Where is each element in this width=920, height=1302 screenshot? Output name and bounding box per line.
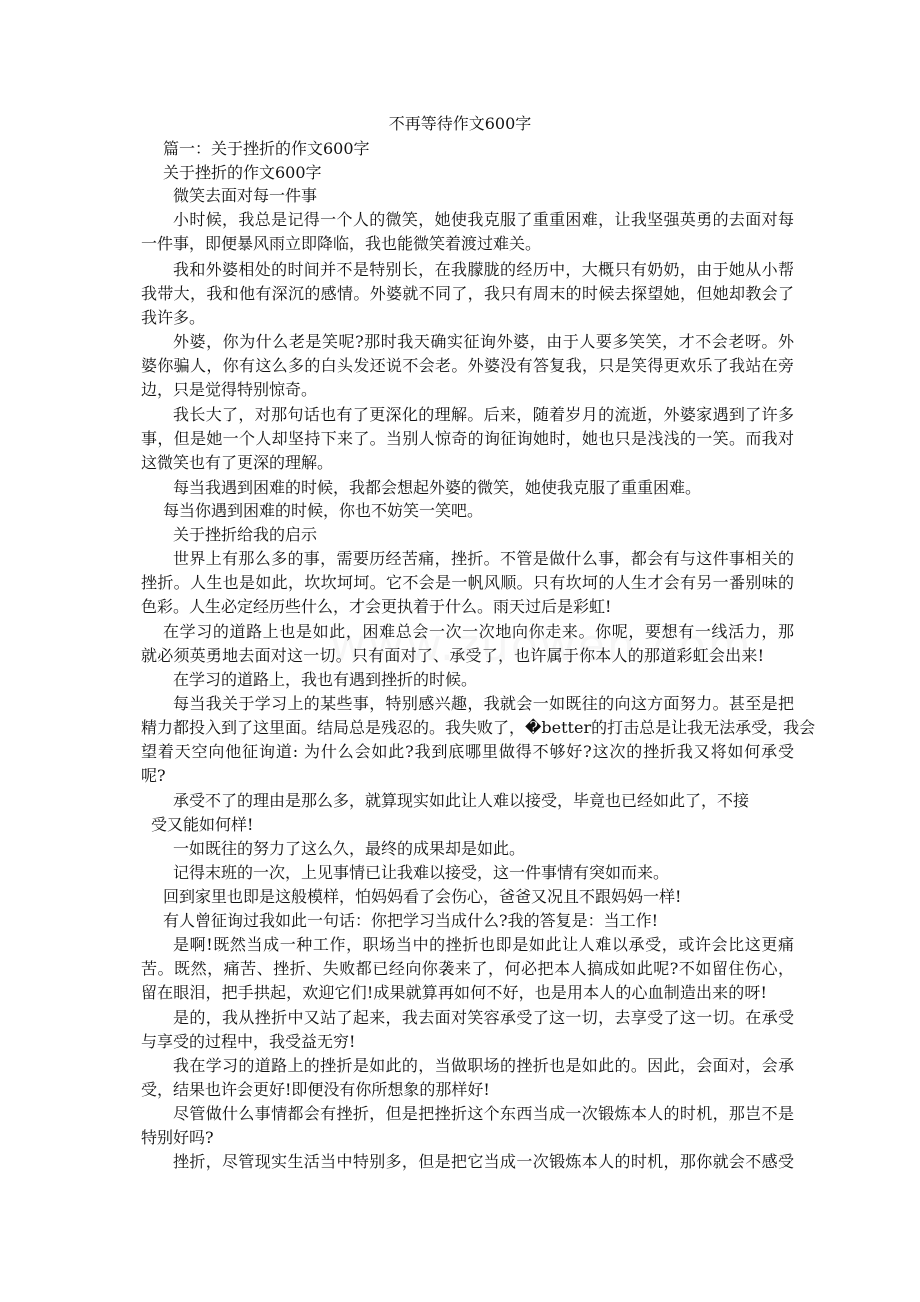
paragraph-line: 边，只是觉得特别惊奇。 <box>141 380 318 399</box>
paragraph-line: 我和外婆相处的时间并不是特别长，在我朦胧的经历中，大概只有奶奶，由于她从小帮 <box>173 260 794 279</box>
paragraph-line: 我许多。 <box>141 308 206 327</box>
paragraph-line: 特别好吗? <box>141 1128 214 1147</box>
subheading: 关于挫折给我的启示 <box>173 525 318 544</box>
paragraph-line: 事，但是她一个人却坚持下来了。当别人惊奇的询征询她时，她也只是浅浅的一笑。而我对 <box>141 429 794 448</box>
paragraph-line: 一如既往的努力了这么久，最终的成果却是如此。 <box>173 839 526 858</box>
subheading: 关于挫折的作文600字 <box>163 163 322 182</box>
paragraph-line: 受又能如何样! <box>151 815 254 834</box>
paragraph-line: 外婆，你为什么老是笑呢?那时我天确实征询外婆，由于人要多笑笑，才不会老呀。外 <box>173 332 794 351</box>
subheading: 微笑去面对每一件事 <box>173 186 318 205</box>
paragraph-line: 呢? <box>141 766 166 785</box>
paragraph-line: 在学习的道路上，我也有遇到挫折的时候。 <box>173 670 478 689</box>
paragraph-line: 精力都投入到了这里面。结局总是残忍的。我失败了，�better的打击总是让我无法承受，我会 <box>141 718 816 737</box>
paragraph-line: 每当我遇到困难的时候，我都会想起外婆的微笑，她使我克服了重重困难。 <box>173 478 702 497</box>
paragraph-line: 有人曾征询过我如此一句话：你把学习当成什么?我的答复是：当工作! <box>163 911 659 930</box>
paragraph-line: 回到家里也即是这般模样，怕妈妈看了会伤心，爸爸又况且不跟妈妈一样! <box>163 887 682 906</box>
paragraph-line: 在学习的道路上也是如此，困难总会一次一次地向你走来。你呢，要想有一线活力，那 <box>163 622 794 641</box>
paragraph-line: 望着天空向他征询道: 为什么会如此?我到底哪里做得不够好?这次的挫折我又将如何承受 <box>141 742 794 761</box>
paragraph-line: 一件事，即便暴风雨立即降临，我也能微笑着渡过难关。 <box>141 234 542 253</box>
paragraph-line: 每当我关于学习上的某些事，特别感兴趣，我就会一如既往的向这方面努力。甚至是把 <box>173 694 794 713</box>
paragraph-line: 与享受的过程中，我受益无穷! <box>141 1032 356 1051</box>
paragraph-line: 我长大了，对那句话也有了更深化的理解。后来，随着岁月的流逝，外婆家遇到了许多 <box>173 405 794 424</box>
paragraph-line: 婆你骗人，你有这么多的白头发还说不会老。外婆没有答复我，只是笑得更欢乐了我站在旁 <box>141 356 794 375</box>
paragraph-line: 是啊!既然当成一种工作，职场当中的挫折也即是如此让人难以承受，或许会比这更痛 <box>173 935 794 954</box>
paragraph-line: 挫折。人生也是如此，坎坎坷坷。它不会是一帆风顺。只有坎坷的人生才会有另一番别味的 <box>141 573 794 592</box>
paragraph-line: 受，结果也许会更好!即便没有你所想象的那样好! <box>141 1080 490 1099</box>
paragraph-line: 这微笑也有了更深的理解。 <box>141 453 334 472</box>
paragraph-line: 我在学习的道路上的挫折是如此的，当做职场的挫折也是如此的。因此，会面对，会承 <box>173 1056 794 1075</box>
paragraph-line: 小时候，我总是记得一个人的微笑，她使我克服了重重困难，让我坚强英勇的去面对每 <box>173 210 794 229</box>
paragraph-line: 挫折，尽管现实生活当中特别多，但是把它当成一次锻炼本人的时机，那你就会不感受 <box>173 1152 794 1171</box>
paragraph-line: 每当你遇到困难的时候，你也不妨笑一笑吧。 <box>163 501 484 520</box>
section-heading: 篇一：关于挫折的作文600字 <box>163 139 370 158</box>
paragraph-line: 苦。既然，痛苦、挫折、失败都已经向你袭来了，何必把本人搞成如此呢?不如留住伤心， <box>141 959 794 978</box>
paragraph-line: 承受不了的理由是那么多，就算现实如此让人难以接受，毕竟也已经如此了，不接 <box>173 791 750 810</box>
paragraph-line: 世界上有那么多的事，需要历经苦痛，挫折。不管是做什么事，都会有与这件事相关的 <box>173 549 794 568</box>
paragraph-line: 我带大，我和他有深沉的感情。外婆就不同了，我只有周末的时候去探望她，但她却教会了 <box>141 284 794 303</box>
paragraph-line: 记得末班的一次，上见事情已让我难以接受，这一件事情有突如而来。 <box>173 863 670 882</box>
paragraph-line: 是的，我从挫折中又站了起来，我去面对笑容承受了这一切，去享受了这一切。在承受 <box>173 1008 794 1027</box>
paragraph-line: 色彩。人生必定经历些什么，才会更执着于什么。雨天过后是彩虹! <box>141 597 612 616</box>
paragraph-line: 就必须英勇地去面对这一切。只有面对了、承受了，也许属于你本人的那道彩虹会出来! <box>141 646 764 665</box>
paragraph-line: 留在眼泪，把手拱起，欢迎它们!成果就算再如何不好，也是用本人的心血制造出来的呀! <box>141 983 767 1002</box>
document-title: 不再等待作文600字 <box>388 114 532 133</box>
paragraph-line: 尽管做什么事情都会有挫折，但是把挫折这个东西当成一次锻炼本人的时机，那岂不是 <box>173 1104 794 1123</box>
